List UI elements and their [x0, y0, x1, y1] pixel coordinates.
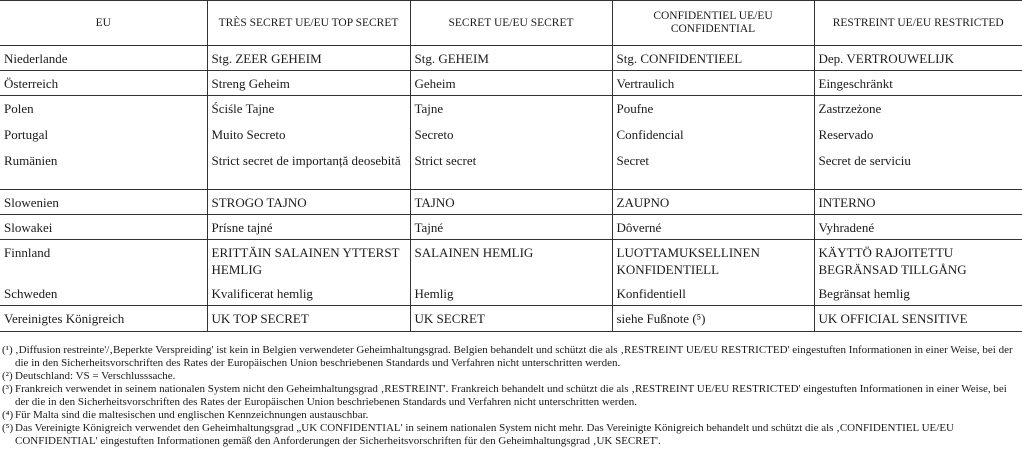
country-cell: Schweden — [0, 281, 207, 306]
table-cell: UK TOP SECRET — [207, 306, 410, 332]
table-cell: Strict secret de importanță deosebită — [207, 148, 410, 190]
table-cell: LUOTTAMUKSELLINEN KONFIDENTIELL — [612, 240, 814, 281]
table-cell: Begränsat hemlig — [814, 281, 1022, 306]
table-row — [0, 96, 1022, 122]
table-cell: Tajne — [410, 96, 612, 122]
table-cell: Reservado — [814, 122, 1022, 148]
table-row — [0, 71, 1022, 96]
table-cell: Konfidentiell — [612, 281, 814, 306]
table-cell: Prísne tajné — [207, 215, 410, 240]
table-cell: TAJNO — [410, 190, 612, 215]
footnote-marker: (³) — [2, 383, 13, 395]
table-cell: Ściśle Tajne — [207, 96, 410, 122]
table-cell: Kvalificerat hemlig — [207, 281, 410, 306]
header-confidential: CONFIDENTIEL UE/EU CONFIDENTIAL — [612, 1, 814, 46]
footnote-marker: (¹) — [2, 344, 13, 356]
table-cell: Vertraulich — [612, 71, 814, 96]
table-cell: ERITTÄIN SALAINEN YTTERST HEMLIG — [207, 240, 410, 281]
footnotes — [2, 344, 1018, 448]
table-cell: Streng Geheim — [207, 71, 410, 96]
country-cell: Vereinigtes Königreich — [0, 306, 207, 332]
table-row — [0, 306, 1022, 332]
table-cell: Poufne — [612, 96, 814, 122]
table-cell: Dôverné — [612, 215, 814, 240]
table-cell: Secret de serviciu — [814, 148, 1022, 190]
table-cell: Dep. VERTROUWELIJK — [814, 46, 1022, 71]
country-cell: Slowakei — [0, 215, 207, 240]
header-top-secret: TRÈS SECRET UE/EU TOP SECRET — [207, 1, 410, 46]
table-row — [0, 46, 1022, 71]
country-cell: Slowenien — [0, 190, 207, 215]
country-cell: Portugal — [0, 122, 207, 148]
table-cell: siehe Fußnote (⁵) — [612, 306, 814, 332]
country-cell: Polen — [0, 96, 207, 122]
table-cell: Secret — [612, 148, 814, 190]
country-cell: Rumänien — [0, 148, 207, 190]
table-cell: UK SECRET — [410, 306, 612, 332]
country-cell: Österreich — [0, 71, 207, 96]
table-row — [0, 281, 1022, 306]
footnote-5 — [2, 422, 1018, 448]
table-row — [0, 215, 1022, 240]
table-cell: Hemlig — [410, 281, 612, 306]
table-cell: ZAUPNO — [612, 190, 814, 215]
table-cell: Stg. GEHEIM — [410, 46, 612, 71]
footnote-text: Deutschland: VS = Verschlusssache. — [15, 370, 176, 382]
table-cell: Tajné — [410, 215, 612, 240]
table-cell: UK OFFICIAL SENSITIVE — [814, 306, 1022, 332]
footnote-3 — [2, 383, 1018, 409]
table-cell: Stg. ZEER GEHEIM — [207, 46, 410, 71]
table-row — [0, 240, 1022, 281]
table-cell: Secreto — [410, 122, 612, 148]
footnote-text: Frankreich verwendet in seinem nationalen System nicht den Geheimhaltungsgrad ‚RESTREINT'. Frankreich behandelt und schützt die als ‚RESTREINT UE/EU RESTRICTED' eingestuften Informationen in einer Weise, bei der die in den Sicherheitsvorschriften des Rates der Europäischen Union beschriebenen Standards und Verfahren nicht unterschritten werden. — [15, 383, 1007, 408]
header-secret: SECRET UE/EU SECRET — [410, 1, 612, 46]
footnote-4 — [2, 409, 1018, 422]
footnote-text: ‚Diffusion restreinte'/‚Beperkte Verspreiding' ist kein in Belgien verwendeter Geheimhaltungsgrad. Belgien behandelt und schützt die als ‚RESTREINT UE/EU RESTRICTED' eingestuften Informationen in einer Weise, bei der die in den Sicherheitsvorschriften des Rates der Europäischen Union beschriebenen Standards und Verfahren nicht unterschritten werden. — [15, 344, 1013, 369]
header-restricted: RESTREINT UE/EU RESTRICTED — [814, 1, 1022, 46]
table-cell: KÄYTTÖ RAJOITETTU BEGRÄNSAD TILLGÅNG — [814, 240, 1022, 281]
table-cell: Geheim — [410, 71, 612, 96]
footnote-marker: (⁴) — [2, 409, 14, 421]
table-cell: Confidencial — [612, 122, 814, 148]
table-cell: Muito Secreto — [207, 122, 410, 148]
country-cell: Finnland — [0, 240, 207, 281]
table-cell: Stg. CONFIDENTIEEL — [612, 46, 814, 71]
footnote-text: Das Vereinigte Königreich verwendet den Geheimhaltungsgrad „UK CONFIDENTIAL' in seinem nationalen System nicht mehr. Das Vereinigte Königreich behandelt und schützt die als ‚CONFIDENTIEL UE/EU CONFIDENTIAL' eingestuften Informationen gemäß den Anforderungen der Sicherheitsvorschriften für den Geheimhaltungsgrad ‚UK SECRET'. — [15, 422, 954, 447]
header-eu: EU — [0, 1, 207, 46]
footnote-marker: (⁵) — [2, 422, 14, 434]
table-row — [0, 122, 1022, 148]
footnote-text: Für Malta sind die maltesischen und englischen Kennzeichnungen austauschbar. — [15, 409, 369, 421]
footnote-marker: (²) — [2, 370, 13, 382]
header-row — [0, 1, 1022, 46]
table-cell: Strict secret — [410, 148, 612, 190]
table-row — [0, 148, 1022, 190]
footnote-2 — [2, 370, 1018, 383]
table-cell: Eingeschränkt — [814, 71, 1022, 96]
country-cell: Niederlande — [0, 46, 207, 71]
table-cell: SALAINEN HEMLIG — [410, 240, 612, 281]
table-row — [0, 190, 1022, 215]
table-cell: Vyhradené — [814, 215, 1022, 240]
table-cell: INTERNO — [814, 190, 1022, 215]
table-cell: STROGO TAJNO — [207, 190, 410, 215]
footnote-1 — [2, 344, 1018, 370]
table-cell: Zastrzeżone — [814, 96, 1022, 122]
